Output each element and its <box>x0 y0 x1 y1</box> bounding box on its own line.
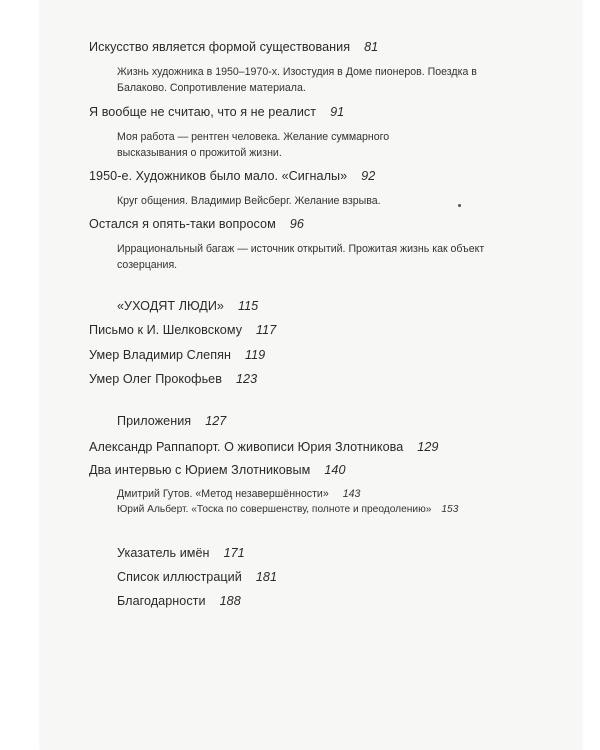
toc-entry-title: Указатель имён 171 <box>117 546 245 560</box>
toc-page-number: 153 <box>441 504 459 515</box>
toc-entry-title: Остался я опять-таки вопросом 96 <box>89 217 304 231</box>
toc-page-number: 92 <box>361 169 376 183</box>
toc-page-number: 119 <box>244 348 266 362</box>
toc-entry-title: Александр Раппапорт. О живописи Юрия Злотникова 129 <box>89 440 439 454</box>
toc-page-number: 91 <box>330 105 345 119</box>
toc-page-number: 181 <box>255 570 278 584</box>
toc-entry-title: Список иллюстраций 181 <box>117 570 278 584</box>
toc-page-number: 117 <box>256 323 277 337</box>
toc-page-number: 81 <box>364 40 379 54</box>
toc-page-number: 188 <box>219 594 241 608</box>
toc-page-number: 115 <box>238 299 259 313</box>
toc-subentry: Юрий Альберт. «Тоска по совершенству, полноте и преодолению» 153 <box>117 504 459 515</box>
stray-mark <box>458 204 461 207</box>
toc-page-number: 129 <box>417 440 439 454</box>
toc-entry-title: Умер Олег Прокофьев 123 <box>89 372 258 386</box>
toc-entry-title: Я вообще не считаю, что я не реалист 91 <box>89 105 345 119</box>
toc-entry-title: Искусство является формой существования 81 <box>89 40 379 54</box>
toc-entry-description: Моя работа — рентген человека. Желание суммарного высказывания о прожитой жизни. <box>117 131 390 159</box>
toc-entry-description: Иррациональный багаж — источник открытий. Прожитая жизнь как объект созерцания. <box>117 243 485 271</box>
toc-page-number: 171 <box>223 546 245 560</box>
toc-entry-title: Два интервью с Юрием Злотниковым 140 <box>89 463 346 477</box>
toc-page-number: 96 <box>289 217 304 231</box>
toc-entry-title: 1950-е. Художников было мало. «Сигналы» 92 <box>89 169 376 183</box>
toc-page-number: 143 <box>342 488 361 500</box>
toc-page-number: 123 <box>235 372 258 386</box>
toc-entry-description: Круг общения. Владимир Вейсберг. Желание взрыва. <box>117 195 381 207</box>
toc-page-number: 140 <box>324 463 346 477</box>
toc-section-title: «УХОДЯТ ЛЮДИ» 115 <box>117 299 259 313</box>
toc-section-title: Приложения 127 <box>117 414 227 428</box>
toc-entry-title: Письмо к И. Шелковскому 117 <box>89 323 277 337</box>
toc-page-number: 127 <box>205 414 227 428</box>
toc-entry-title: Благодарности 188 <box>117 594 241 608</box>
toc-entry-title: Умер Владимир Слепян 119 <box>89 348 266 362</box>
toc-subentry: Дмитрий Гутов. «Метод незавершённости» 143 <box>117 488 361 500</box>
toc-entry-description: Жизнь художника в 1950–1970-х. Изостудия в Доме пионеров. Поездка в Балаково. Сопротивление материала. <box>117 66 477 94</box>
